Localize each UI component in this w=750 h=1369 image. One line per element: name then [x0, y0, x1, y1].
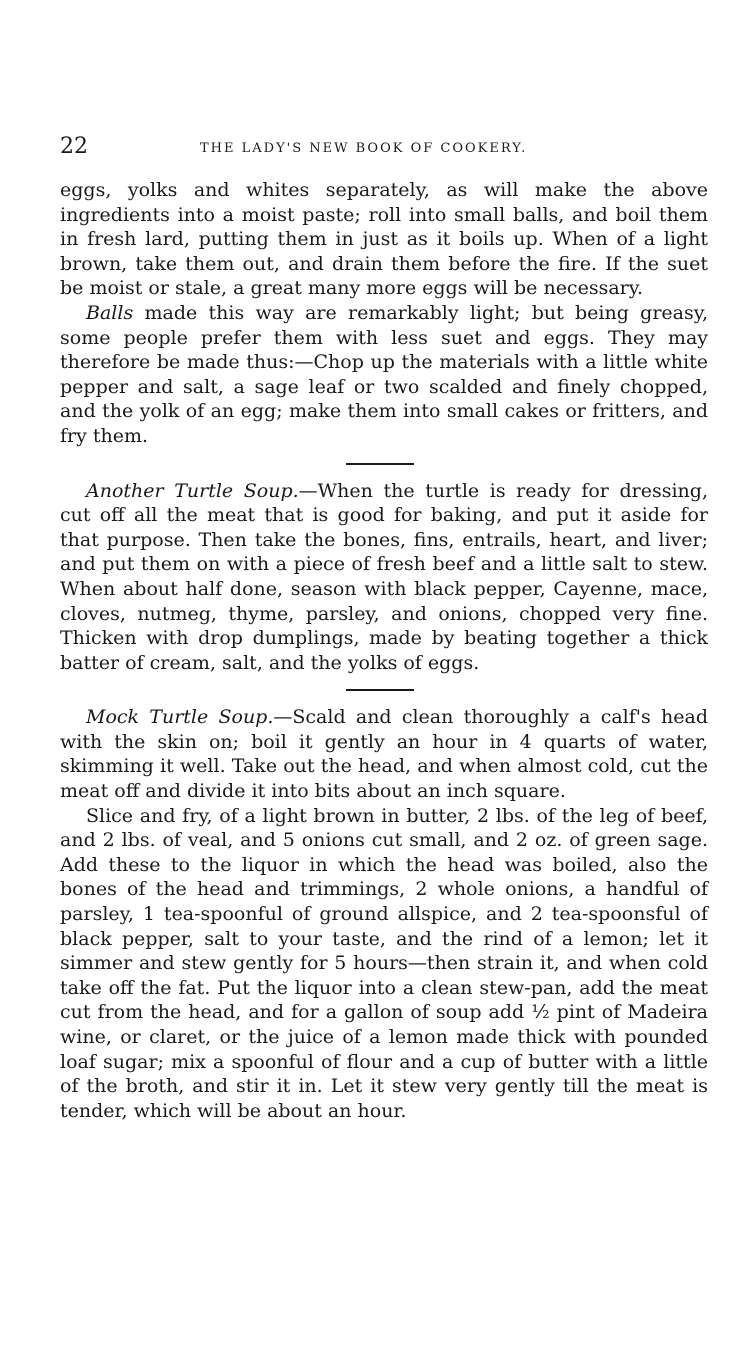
another-turtle-soup-text: —When the turtle is ready for dressing, cut off all the meat that is good for baking, and put it aside for that purpose. Then take the bones, fins, entrails, heart, and liver; and put them on with a piece of fresh beef and a little salt to stew. When about half done, season with black pepper, Cayenne, mace, cloves, nutmeg, thyme, parsley, and onions, chopped very fine. Thicken with drop dumplings, made by beating together a thick batter of cream, salt, and the yolks of eggs. — [60, 479, 708, 674]
mock-turtle-soup-paragraph-2: Slice and fry, of a light brown in butter, 2 lbs. of the leg of beef, and 2 lbs. of veal, and 5 onions cut small, and 2 oz. of green sage. Add these to the liquor in which the head was boiled, also the bones of the head and trimmings, 2 whole onions, a handful of parsley, 1 tea-spoonful of ground allspice, and 2 tea-spoonsful of black pepper, salt to your taste, and the rind of a lemon; let it simmer and stew gently for 5 hours—then strain it, and when cold take off the fat. Put the liquor into a clean stew-pan, add the meat cut from the head, and for a gallon of soup add ½ pint of Madeira wine, or claret, or the juice of a lemon made thick with pounded loaf sugar; mix a spoonful of flour and a cup of butter with a little of the broth, and stir it in. Let it stew very gently till the meat is tender, which will be about an hour. — [60, 804, 708, 1122]
mock-turtle-soup-recipe — [60, 705, 708, 803]
section-divider — [60, 449, 708, 479]
running-title: THE LADY'S NEW BOOK OF COOKERY. — [200, 141, 528, 156]
balls-paragraph-text: made this way are remarkably light; but being greasy, some people prefer them with less suet and eggs. They may therefore be made thus:—Chop up the materials with a little white pepper and salt, a sage leaf or two scalded and finely chopped, and the yolk of an egg; make them into small cakes or fritters, and fry them. — [60, 301, 708, 447]
balls-paragraph — [60, 301, 708, 449]
balls-lead-word: Balls — [86, 301, 134, 324]
divider-rule — [346, 463, 414, 465]
mock-turtle-soup-text-1: —Scald and clean thoroughly a calf's head with the skin on; boil it gently an hour in 4 quarts of water, skimming it well. Take out the head, and when almost cold, cut the meat off and divide it into bits about an inch square. — [60, 706, 708, 803]
page-header — [60, 134, 708, 164]
section-divider — [60, 675, 708, 705]
recipe-heading-mock-turtle-soup: Mock Turtle Soup. — [86, 706, 274, 729]
divider-rule — [346, 689, 414, 691]
balls-continuation-paragraph: eggs, yolks and whites separately, as will make the above ingredients into a moist paste; roll into small balls, and boil them in fresh lard, putting them in just as it boils up. When of a light brown, take them out, and drain them before the fire. If the suet be moist or stale, a great many more eggs will be necessary. — [60, 179, 708, 300]
page-number: 22 — [60, 134, 88, 159]
recipe-heading-another-turtle-soup: Another Turtle Soup. — [86, 479, 299, 502]
another-turtle-soup-recipe — [60, 479, 708, 676]
page-body — [60, 178, 708, 1123]
